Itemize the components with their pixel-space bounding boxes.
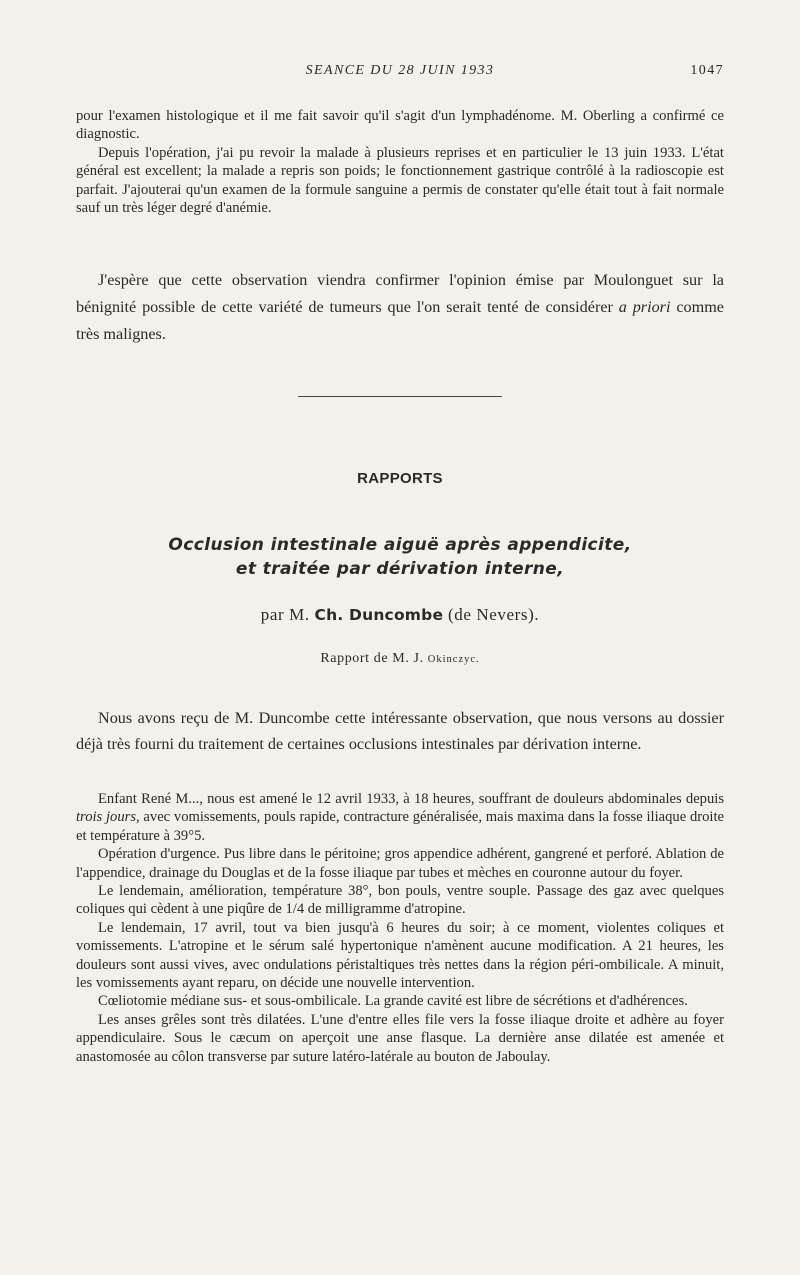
running-title: SEANCE DU 28 JUIN 1933: [305, 63, 495, 78]
section-divider: [298, 396, 502, 397]
paragraph: Le lendemain, amélioration, température 38°, bon pouls, ventre souple. Passage des gaz avec quelques coliques qui cèdent à une piqûre de 1/4 de milligramme d'atropine.: [76, 883, 724, 918]
paragraph: [76, 267, 724, 347]
paragraph: [76, 790, 724, 845]
report-intro: [76, 705, 724, 757]
text-run: comme très malignes.: [76, 297, 724, 343]
byline-suffix: (de Nevers).: [443, 605, 540, 624]
text-run: avec vomissements, pouls rapide, contracture généralisée, mais maxima dans la fosse iliaque droite et température à 39°5.: [76, 809, 724, 844]
paragraph: Nous avons reçu de M. Duncombe cette intéressante observation, que nous versons au dossier déjà très fourni du traitement de certaines occlusions intestinales par dérivation interne.: [76, 709, 724, 753]
author-byline: [76, 605, 724, 625]
article-title-line: Occlusion intestinale aiguë après appendicite,: [168, 535, 632, 555]
reporter-prefix: Rapport de M. J.: [320, 651, 428, 666]
closing-remark: [76, 267, 724, 347]
case-report: [76, 790, 724, 1066]
author-name: Ch. Duncombe: [314, 606, 444, 624]
reporter-name: Okinczyc.: [427, 654, 480, 665]
italic-term: a priori: [618, 297, 671, 316]
paragraph: Les anses grêles sont très dilatées. L'une d'entre elles file vers la fosse iliaque droite et adhère au foyer appendiculaire. Sous le cæcum on aperçoit une anse flasque. La dernière anse dilatée est amenée et anastomosée au côlon transverse par suture latéro-latérale au bouton de Jaboulay.: [76, 1011, 724, 1065]
article-title-line: et traitée par dérivation interne,: [235, 559, 565, 579]
paragraph: Le lendemain, 17 avril, tout va bien jusqu'à 6 heures du soir; à ce moment, violentes coliques et vomissements. L'atropine et le sérum salé hypertonique n'amènent aucune modification. A 21 heures, les douleurs sont aussi vives, avec ondulations péristaltiques très nettes dans la région péri-ombilicale. A minuit, les vomissements ayant reparu, on décide une nouvelle intervention.: [76, 919, 724, 992]
previous-case-conclusion: [76, 107, 724, 217]
paragraph: Depuis l'opération, j'ai pu revoir la malade à plusieurs reprises et en particulier le 13 juin 1933. L'état général est excellent; la malade a repris son poids; le fonctionnement gastrique contrôlé à la radioscopie est parfait. J'ajouterai qu'un examen de la formule sanguine a permis de constater qu'elle était tout à fait normale sauf un très léger degré d'anémie.: [76, 144, 724, 217]
reporter-line: [76, 651, 724, 667]
page-number: 1047: [690, 63, 724, 78]
text-run: Enfant René M..., nous est amené le 12 avril 1933, à 18 heures, souffrant de douleurs abdominales depuis: [98, 791, 724, 807]
paragraph: Cœliotomie médiane sus- et sous-ombilicale. La grande cavité est libre de sécrétions et d'adhérences.: [98, 993, 688, 1010]
text-run: J'espère que cette observation viendra confirmer l'opinion émise par Moulonguet sur la bénignité possible de cette variété de tumeurs que l'on serait tenté de considérer: [76, 271, 724, 316]
paragraph: pour l'examen histologique et il me fait savoir qu'il s'agit d'un lymphadénome. M. Oberling a confirmé ce diagnostic.: [76, 108, 724, 143]
paragraph: Opération d'urgence. Pus libre dans le péritoine; gros appendice adhérent, gangrené et perforé. Ablation de l'appendice, drainage du Douglas et de la fosse iliaque par tubes et mèches en couronne autour du foyer.: [76, 846, 724, 881]
section-heading: RAPPORTS: [357, 470, 443, 487]
page-header: [76, 63, 724, 83]
byline-prefix: par M.: [260, 605, 315, 624]
article-title: [76, 533, 724, 581]
italic-term: trois jours,: [76, 809, 140, 826]
